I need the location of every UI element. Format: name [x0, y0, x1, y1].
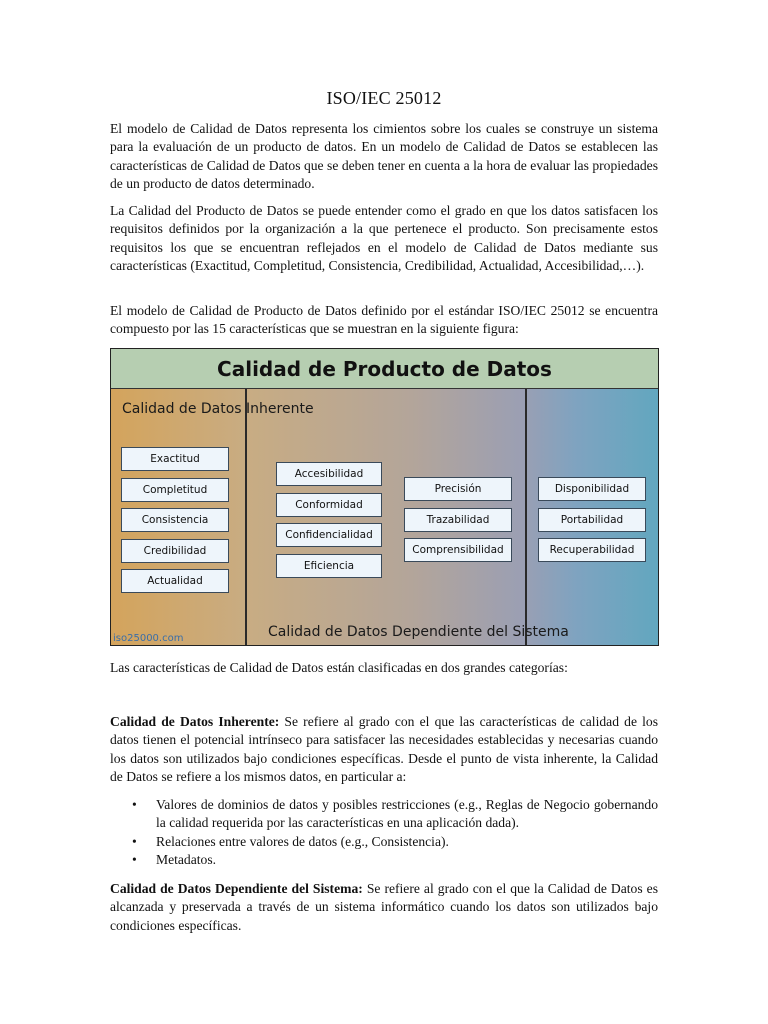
characteristic-box: Eficiencia [276, 554, 382, 578]
term-inherent: Calidad de Datos Inherente: [110, 714, 280, 729]
bullet-icon: • [132, 797, 137, 812]
list-item: • Valores de dominios de datos y posibles restricciones (e.g., Reglas de Negocio gobernando la calidad requerida por las características en una aplicación dada). [132, 797, 658, 831]
characteristic-box: Credibilidad [121, 539, 229, 563]
bullet-icon: • [132, 833, 137, 849]
characteristic-box: Accesibilidad [276, 462, 382, 486]
paragraph-product-quality: La Calidad del Producto de Datos se puede entender como el grado en que los datos satisfacen los requisitos definidos por la organización a la que pertenece el producto. Son precisamente estos requisitos los que se encuentran reflejados en el modelo de Calidad de Datos mediante sus características (Exactitud, Completitud, Consistencia, Credibilidad, Actualidad, Accesibilidad,…). [110, 203, 658, 273]
paragraph-intro: El modelo de Calidad de Datos representa los cimientos sobre los cuales se construye un sistema para la evaluación de un producto de datos. En un modelo de Calidad de Datos se establecen las características de Calidad de Datos que se deben tener en cuenta a la hora de evaluar las propiedades de un producto de datos determinado. [110, 121, 658, 191]
figure-header: Calidad de Producto de Datos [111, 349, 658, 389]
characteristic-box: Portabilidad [538, 508, 646, 532]
characteristic-box: Consistencia [121, 508, 229, 532]
document-title: ISO/IEC 25012 [326, 88, 442, 108]
term-system-dependent: Calidad de Datos Dependiente del Sistema: [110, 881, 363, 896]
characteristic-box: Recuperabilidad [538, 538, 646, 562]
bullet-icon: • [132, 851, 137, 867]
paragraph-inherent [110, 713, 658, 786]
paragraph-system-dependent [110, 880, 658, 935]
definition-inherent: Se refiere al grado con el que las características de calidad de los datos tienen el potencial intrínseco para satisfacer las necesidades establecidas y necesarias cuando los datos son utilizados bajo condiciones específicas. Desde el punto de vista inherente, la Calidad de Datos se refiere a los mismos datos, en particular a: [110, 714, 658, 784]
characteristic-box: Comprensibilidad [404, 538, 512, 562]
characteristic-box: Disponibilidad [538, 477, 646, 501]
figure-label-dependent: Calidad de Datos Dependiente del Sistema [268, 624, 569, 640]
figure-divider-inherent [245, 389, 247, 645]
characteristic-box: Trazabilidad [404, 508, 512, 532]
characteristic-box: Confidencialidad [276, 523, 382, 547]
characteristic-box: Precisión [404, 477, 512, 501]
list-item: • Relaciones entre valores de datos (e.g., Consistencia). [110, 833, 658, 851]
paragraph-categories: Las características de Calidad de Datos están clasificadas en dos grandes categorías: [110, 660, 568, 675]
characteristic-box: Exactitud [121, 447, 229, 471]
figure-divider-system [525, 389, 527, 645]
list-item: • Metadatos. [110, 851, 658, 869]
figure-label-inherent: Calidad de Datos Inherente [122, 401, 314, 417]
characteristic-box: Completitud [121, 478, 229, 502]
quality-model-figure [110, 348, 659, 646]
inherent-bullet-list [110, 796, 658, 869]
characteristic-box: Conformidad [276, 493, 382, 517]
definition-system-dependent: Se refiere al grado con el que la Calidad de Datos es alcanzada y preservada a través de un sistema informático cuando los datos son utilizados bajo condiciones específicas. [110, 881, 658, 933]
paragraph-standard-model: El modelo de Calidad de Producto de Datos definido por el estándar ISO/IEC 25012 se encuentra compuesto por las 15 características que se muestran en la siguiente figura: [110, 303, 658, 337]
figure-credit: iso25000.com [113, 633, 184, 644]
characteristic-box: Actualidad [121, 569, 229, 593]
